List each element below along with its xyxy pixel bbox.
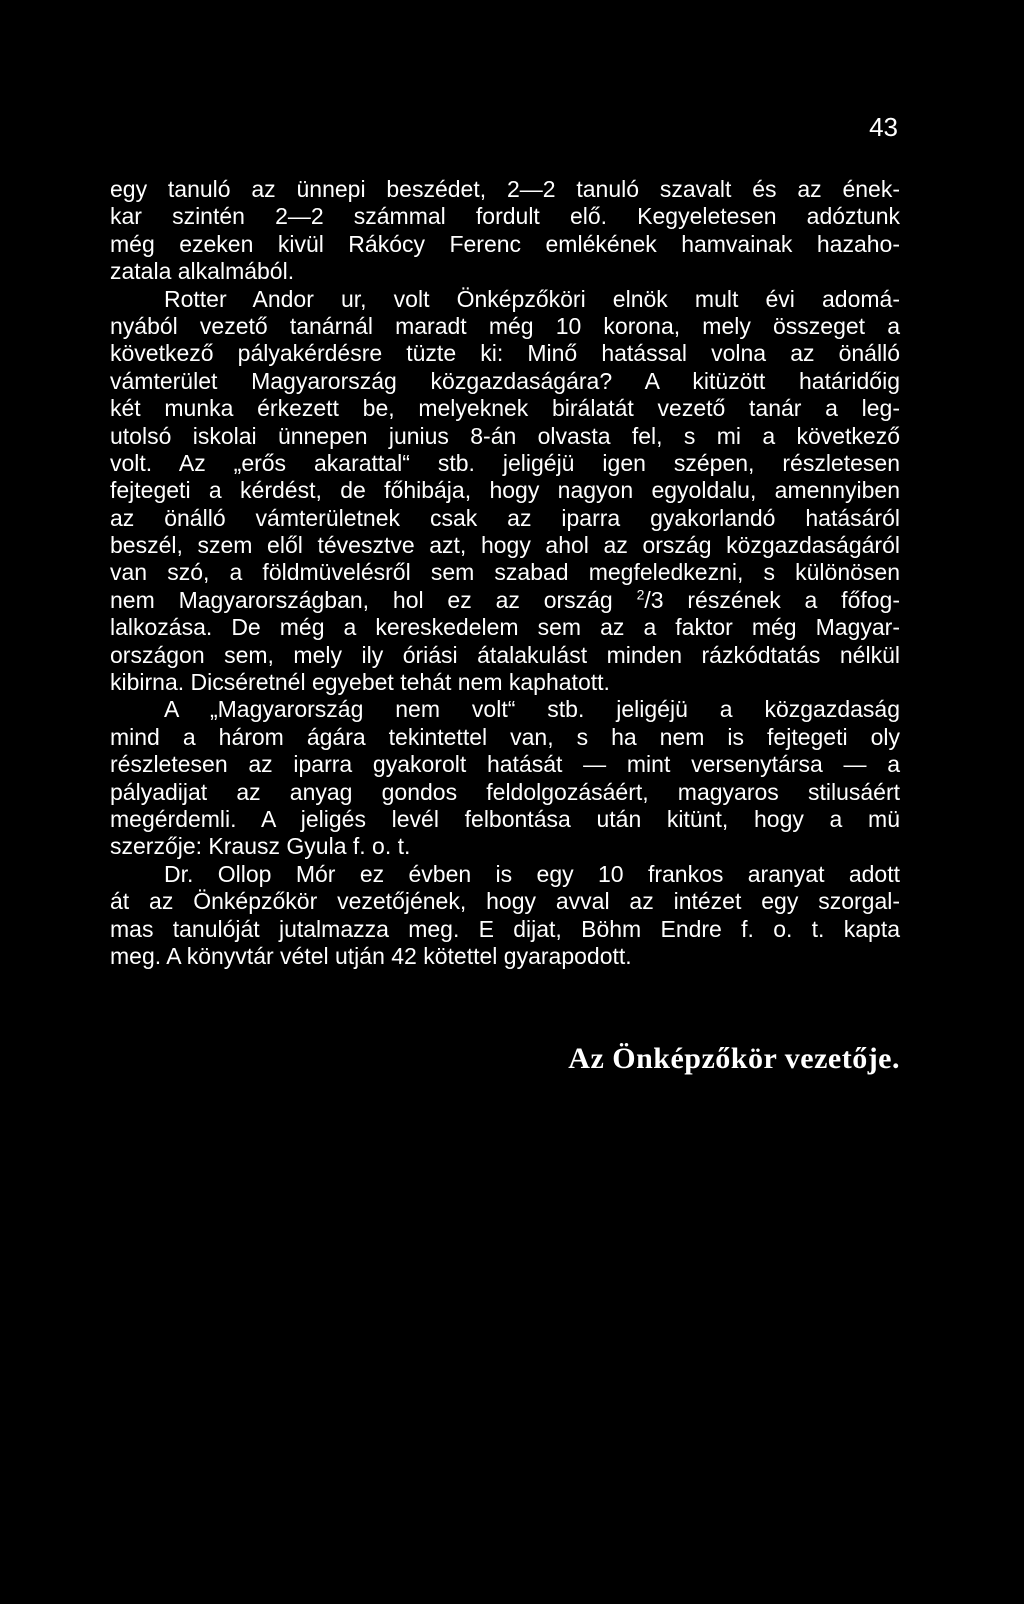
body-text (110, 176, 900, 970)
text-line: pályadijat az anyag gondos feldolgozásáért, magyaros stilusáért (110, 778, 900, 805)
text-line: két munka érkezett be, melyeknek birálatát vezető tanár a leg- (110, 395, 900, 422)
text-line: lalkozása. De még a kereskedelem sem az a faktor még Magyar- (110, 614, 900, 641)
text-line: egy tanuló az ünnepi beszédet, 2—2 tanuló szavalt és az ének- (110, 176, 900, 202)
text-line: szerzője: Krausz Gyula f. o. t. (110, 833, 411, 860)
text-line: nyából vezető tanárnál maradt még 10 korona, mely összeget a (110, 312, 900, 339)
page-number: 43 (869, 112, 898, 142)
text-line-fraction (110, 587, 900, 614)
text-line: meg. A könyvtár vétel utján 42 kötettel gyarapodott. (110, 942, 632, 969)
text-line: részletesen az iparra gyakorolt hatását — mint versenytársa — a (110, 751, 900, 778)
text-line: mas tanulóját jutalmazza meg. E dijat, Böhm Endre f. o. t. kapta (110, 915, 900, 942)
text-line: utolsó iskolai ünnepen junius 8-án olvasta fel, s mi a következő (110, 422, 900, 449)
text-line: kar szintén 2—2 számmal fordult elő. Kegyeletesen adóztunk (110, 203, 900, 230)
text-line: beszél, szem elől tévesztve azt, hogy ahol az ország közgazdaságáról (110, 532, 900, 559)
text-line: volt. Az „erős akarattal“ stb. jeligéjü igen szépen, részletesen (110, 449, 900, 476)
text-line: van szó, a földmüvelésről sem szabad megfeledkezni, s különösen (110, 559, 900, 586)
line-start: nem Magyarországban, hol ez az ország (110, 586, 613, 613)
text-line: fejtegeti a kérdést, de főhibája, hogy nagyon egyoldalu, amennyiben (110, 477, 900, 504)
text-line: kibirna. Dicséretnél egyebet tehát nem kaphatott. (110, 669, 610, 696)
signature: Az Önképzőkör vezetője. (568, 1042, 900, 1075)
fraction-numerator: 2 (636, 586, 645, 603)
text-line: megérdemli. A jeligés levél felbontása után kitünt, hogy a mü (110, 805, 900, 832)
text-line: az önálló vámterületnek csak az iparra gyakorlandó hatásáról (110, 504, 900, 531)
text-line: Rotter Andor ur, volt Önképzőköri elnök mult évi adomá- (164, 285, 900, 312)
text-line: még ezeken kivül Rákócy Ferenc emlékének hamvainak hazaho- (110, 230, 900, 257)
text-line: mind a három ágára tekintettel van, s ha nem is fejtegeti oly (110, 723, 900, 750)
text-line: következő pályakérdésre tüzte ki: Minő hatással volna az önálló (110, 340, 900, 367)
text-line: A „Magyarország nem volt“ stb. jeligéjü a közgazdaság (164, 696, 900, 723)
text-line: át az Önképzőkör vezetőjének, hogy avval az intézet egy szorgal- (110, 888, 900, 915)
fraction-rest: /3 részének a főfog- (644, 586, 900, 613)
text-line: vámterület Magyarország közgazdaságára? A kitüzött határidőig (110, 367, 900, 394)
text-line: Dr. Ollop Mór ez évben is egy 10 frankos aranyat adott (164, 860, 900, 887)
text-line: zatala alkalmából. (110, 258, 295, 285)
text-line: országon sem, mely ily óriási átalakulást minden rázkódtatás nélkül (110, 641, 900, 668)
